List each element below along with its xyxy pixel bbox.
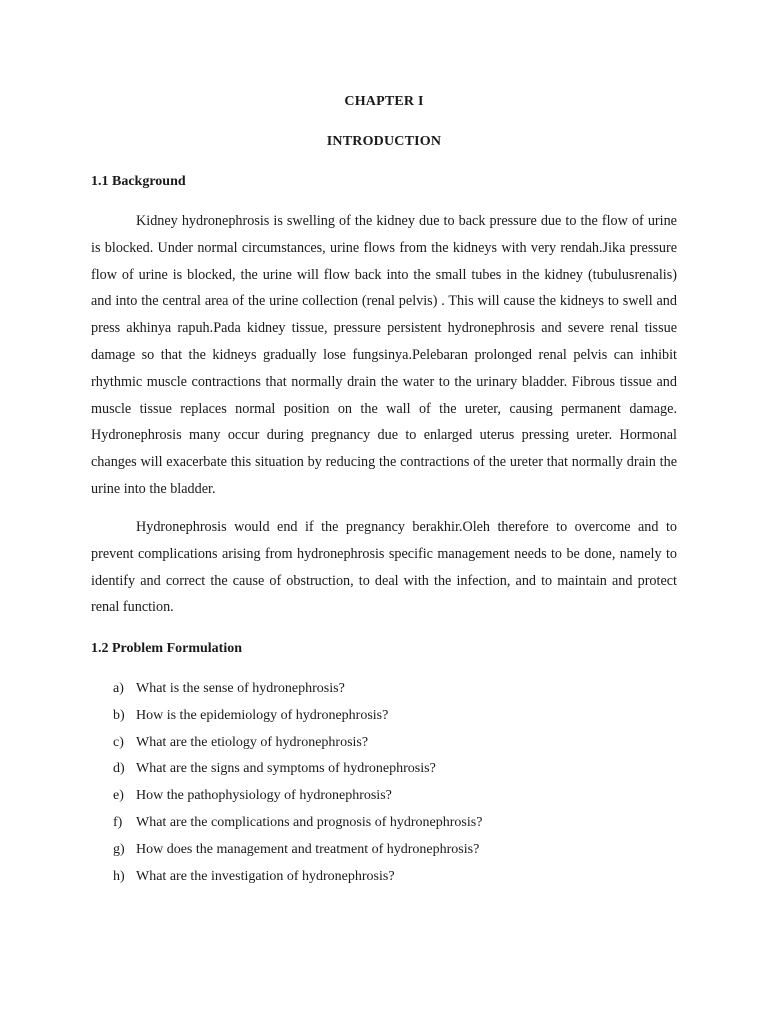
list-marker: e) <box>113 788 124 804</box>
list-item-text: How does the management and treatment of hydronephrosis? <box>136 841 480 857</box>
list-item-text: How the pathophysiology of hydronephrosis? <box>136 788 392 804</box>
list-item <box>91 756 691 783</box>
list-item <box>91 703 691 730</box>
list-item-text: What are the etiology of hydronephrosis? <box>136 734 369 750</box>
list-marker: f) <box>113 814 123 830</box>
list-item-text: What are the signs and symptoms of hydronephrosis? <box>136 761 436 777</box>
list-item <box>91 783 691 810</box>
list-item <box>91 676 691 703</box>
background-paragraph: Hydronephrosis would end if the pregnancy berakhir.Oleh therefore to overcome and to prevent complications arising from hydronephrosis specific management needs to be done, namely to identify and correct the cause of obstruction, to deal with the infection, and to maintain and protect renal function. <box>91 519 677 616</box>
list-item-text: What is the sense of hydronephrosis? <box>136 681 345 696</box>
list-item-text: How is the epidemiology of hydronephrosis? <box>136 707 389 723</box>
list-marker: b) <box>113 707 125 723</box>
background-heading: 1.1 Background <box>91 174 186 189</box>
problem-list <box>91 676 691 890</box>
list-marker: h) <box>113 868 125 884</box>
list-item <box>91 730 691 757</box>
list-marker: g) <box>113 841 125 857</box>
list-marker: d) <box>113 761 125 777</box>
list-marker: a) <box>113 681 124 696</box>
list-item <box>91 810 691 837</box>
background-paragraph: Kidney hydronephrosis is swelling of the kidney due to back pressure due to the flow of urine is blocked. Under normal circumstances, urine flows from the kidneys with very rendah.Jika pressure flow of urine is blocked, the urine will flow back into the small tubes in the kidney (tubulusrenalis) and into the central area of the urine collection (renal pelvis) . This will cause the kidneys to swell and press akhinya rapuh.Pada kidney tissue, pressure persistent hydronephrosis and severe renal tissue damage so that the kidneys gradually lose fungsinya.Pelebaran prolonged renal pelvis can inhibit rhythmic muscle contractions that normally drain the water to the urinary bladder. Fibrous tissue and muscle tissue replaces normal position on the wall of the ureter, causing permanent damage. Hydronephrosis many occur during pregnancy due to enlarged uterus pressing ureter. Hormonal changes will exacerbate this situation by reducing the contractions of the ureter that normally drain the urine into the bladder. <box>91 213 677 497</box>
list-item-text: What are the complications and prognosis of hydronephrosis? <box>136 814 483 830</box>
chapter-label: CHAPTER I <box>344 94 424 109</box>
list-item <box>91 837 691 864</box>
problem-formulation-heading: 1.2 Problem Formulation <box>91 641 243 656</box>
chapter-title: INTRODUCTION <box>326 134 442 149</box>
list-item-text: What are the investigation of hydronephrosis? <box>136 868 395 884</box>
list-marker: c) <box>113 734 124 750</box>
list-item <box>91 864 691 891</box>
